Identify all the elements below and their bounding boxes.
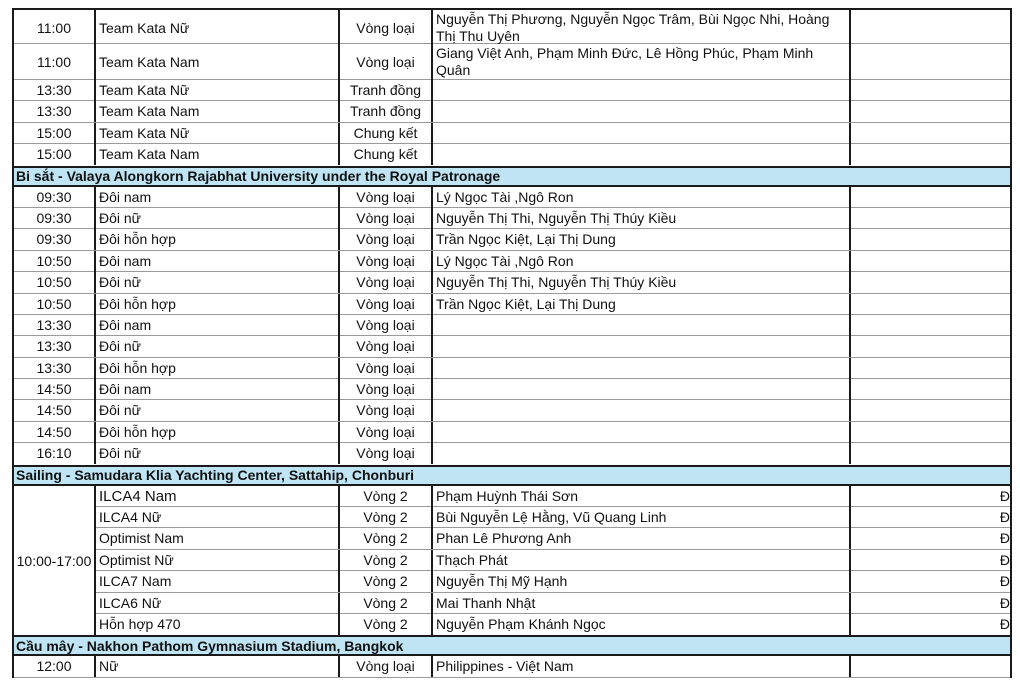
time-cell: 09:30: [14, 229, 96, 250]
athletes-cell: Phạm Huỳnh Thái Sơn: [433, 486, 851, 507]
round-cell: Vòng loại: [338, 251, 433, 272]
event-cell: Đôi nữ: [99, 445, 142, 462]
time-cell: 12:00: [14, 656, 96, 677]
time-cell: 13:30: [14, 101, 96, 122]
result-cell: [851, 101, 1010, 122]
time-cell: 11:00: [14, 10, 96, 46]
event-cell: Team Kata Nữ: [99, 19, 190, 36]
table-row: [14, 315, 1010, 336]
event-cell: Team Kata Nam: [99, 103, 200, 120]
table-row: [14, 44, 1010, 80]
time-cell: 14:50: [14, 422, 96, 443]
time-cell: 13:30: [14, 336, 96, 357]
athletes-cell: [433, 101, 851, 122]
round-cell: Vòng loại: [338, 187, 433, 208]
event-cell: Đôi nam: [99, 381, 152, 398]
result-cell: Đ: [999, 530, 1010, 547]
section-header-sailing: Sailing - Samudara Klia Yachting Center, Sattahip, Chonburi: [14, 465, 1010, 486]
event-cell: ILCA6 Nữ: [99, 594, 162, 611]
athletes-cell: Nguyễn Phạm Khánh Ngọc: [433, 614, 851, 635]
table-row: [14, 251, 1010, 272]
round-cell: Vòng loại: [338, 315, 433, 336]
round-cell: Vòng 2: [338, 614, 433, 635]
result-cell: [851, 251, 1010, 272]
table-row: [14, 294, 1010, 315]
round-cell: Vòng 2: [338, 528, 433, 549]
event-cell: Team Kata Nam: [99, 146, 200, 163]
result-cell: Đ: [999, 509, 1010, 526]
time-cell: 14:50: [14, 400, 96, 421]
event-cell: Team Kata Nữ: [99, 124, 190, 141]
result-cell: [851, 208, 1010, 229]
event-cell: Đôi hỗn hợp: [99, 423, 176, 440]
result-cell: [851, 422, 1010, 443]
result-cell: Đ: [999, 594, 1010, 611]
time-cell: 10:50: [14, 294, 96, 315]
table-row: [96, 593, 1010, 614]
table-row: [96, 507, 1010, 528]
result-cell: [851, 187, 1010, 208]
result-cell: [851, 656, 1010, 677]
round-cell: Tranh đồng: [338, 80, 433, 101]
athletes-cell: Nguyễn Thị Thi, Nguyễn Thị Thúy Kiều: [433, 272, 851, 293]
result-cell: [851, 400, 1010, 421]
round-cell: Vòng 2: [338, 593, 433, 614]
athletes-cell: [433, 400, 851, 421]
event-cell: Team Kata Nữ: [99, 82, 190, 98]
table-row: [14, 656, 1010, 677]
table-row: [96, 528, 1010, 549]
athletes-cell: [433, 379, 851, 400]
table-row: [14, 400, 1010, 421]
round-cell: Vòng 2: [338, 571, 433, 592]
table-row: [14, 208, 1010, 229]
athletes-cell: [433, 422, 851, 443]
athletes-cell: [433, 123, 851, 144]
athletes-cell: Nguyễn Thị Phương, Nguyễn Ngọc Trâm, Bùi Ngọc Nhi, Hoàng Thị Thu Uyên: [433, 10, 851, 46]
event-cell: Optimist Nữ: [99, 551, 174, 568]
athletes-cell: Trần Ngọc Kiệt, Lại Thị Dung: [433, 229, 851, 250]
athletes-cell: [433, 443, 851, 464]
schedule-table: [12, 8, 1012, 678]
table-row: [96, 571, 1010, 592]
athletes-cell: Mai Thanh Nhật: [433, 593, 851, 614]
result-cell: Đ: [999, 615, 1010, 632]
result-cell: Đ: [999, 573, 1010, 590]
event-cell: Đôi hỗn hợp: [99, 231, 176, 248]
round-cell: Vòng loại: [338, 294, 433, 315]
table-row: [14, 229, 1010, 250]
event-cell: Đôi nữ: [99, 402, 142, 419]
round-cell: Chung kết: [338, 123, 433, 144]
round-cell: Vòng loại: [338, 10, 433, 46]
table-row: [14, 443, 1010, 464]
table-row: [14, 422, 1010, 443]
time-cell: 13:30: [14, 315, 96, 336]
sailing-block: [14, 486, 1010, 636]
table-row: [14, 187, 1010, 208]
round-cell: Vòng loại: [338, 358, 433, 379]
table-row: [14, 144, 1010, 165]
time-cell: 16:10: [14, 443, 96, 464]
table-row: [96, 614, 1010, 635]
event-cell: ILCA4 Nam: [99, 487, 177, 505]
table-row: [14, 101, 1010, 122]
time-cell: 13:30: [14, 358, 96, 379]
athletes-cell: Bùi Nguyễn Lệ Hằng, Vũ Quang Linh: [433, 507, 851, 528]
result-cell: [851, 294, 1010, 315]
event-cell: Đôi nam: [99, 316, 152, 333]
table-row: [14, 379, 1010, 400]
result-cell: [851, 80, 1010, 101]
result-cell: [851, 144, 1010, 165]
time-cell: 15:00: [14, 123, 96, 144]
event-cell: Đôi hỗn hợp: [99, 359, 176, 376]
table-row: [14, 272, 1010, 293]
round-cell: Vòng 2: [338, 486, 433, 507]
sailing-rows: [96, 486, 1010, 636]
result-cell: [851, 379, 1010, 400]
athletes-cell: Nguyễn Thị Mỹ Hạnh: [433, 571, 851, 592]
round-cell: Vòng loại: [338, 422, 433, 443]
table-row: [14, 80, 1010, 101]
round-cell: Vòng loại: [338, 443, 433, 464]
table-row: [14, 336, 1010, 357]
result-cell: [851, 10, 1010, 46]
athletes-cell: Lý Ngọc Tài ,Ngô Ron: [433, 251, 851, 272]
event-cell: Đôi nữ: [99, 274, 142, 291]
time-cell: 11:00: [14, 44, 96, 80]
round-cell: Vòng loại: [338, 336, 433, 357]
result-cell: [851, 123, 1010, 144]
event-cell: Đôi nữ: [99, 338, 142, 355]
time-cell: 09:30: [14, 187, 96, 208]
result-cell: Đ: [999, 551, 1010, 568]
result-cell: [851, 358, 1010, 379]
athletes-cell: Giang Việt Anh, Phạm Minh Đức, Lê Hồng Phúc, Phạm Minh Quân: [433, 44, 851, 80]
result-cell: Đ: [999, 487, 1010, 504]
time-cell: 15:00: [14, 144, 96, 165]
time-cell: 14:50: [14, 379, 96, 400]
athletes-cell: Lý Ngọc Tài ,Ngô Ron: [433, 187, 851, 208]
round-cell: Vòng loại: [338, 208, 433, 229]
table-row: [96, 486, 1010, 507]
round-cell: Vòng loại: [338, 44, 433, 80]
time-cell: 10:00-17:00: [14, 486, 96, 636]
round-cell: Vòng loại: [338, 229, 433, 250]
round-cell: Vòng 2: [338, 550, 433, 571]
result-cell: [851, 315, 1010, 336]
round-cell: Chung kết: [338, 144, 433, 165]
athletes-cell: [433, 336, 851, 357]
event-cell: ILCA7 Nam: [99, 573, 172, 590]
event-cell: Optimist Nam: [99, 530, 184, 547]
round-cell: Vòng loại: [338, 400, 433, 421]
event-cell: Đôi nữ: [99, 209, 142, 226]
result-cell: [851, 272, 1010, 293]
event-cell: Đôi nam: [99, 188, 152, 205]
result-cell: [851, 336, 1010, 357]
athletes-cell: [433, 358, 851, 379]
time-cell: 13:30: [14, 80, 96, 101]
athletes-cell: Nguyễn Thị Thi, Nguyễn Thị Thúy Kiều: [433, 208, 851, 229]
time-cell: 09:30: [14, 208, 96, 229]
result-cell: [851, 443, 1010, 464]
athletes-cell: Phan Lê Phương Anh: [433, 528, 851, 549]
result-cell: [851, 229, 1010, 250]
time-cell: 10:50: [14, 272, 96, 293]
section-header-cau-may: Cầu mây - Nakhon Pathom Gymnasium Stadium, Bangkok: [14, 635, 1010, 656]
event-cell: Đôi hỗn hợp: [99, 295, 176, 312]
table-row: [14, 8, 1010, 44]
section-header-bi-sat: Bi sắt - Valaya Alongkorn Rajabhat University under the Royal Patronage: [14, 166, 1010, 187]
athletes-cell: [433, 144, 851, 165]
athletes-cell: Thạch Phát: [433, 550, 851, 571]
event-cell: Nữ: [99, 658, 119, 675]
event-cell: Đôi nam: [99, 252, 152, 269]
table-row: [14, 123, 1010, 144]
table-row: [14, 358, 1010, 379]
athletes-cell: [433, 80, 851, 101]
event-cell: Hỗn hợp 470: [99, 615, 181, 632]
result-cell: [851, 44, 1010, 80]
athletes-cell: Trần Ngọc Kiệt, Lại Thị Dung: [433, 294, 851, 315]
time-cell: 10:50: [14, 251, 96, 272]
round-cell: Vòng loại: [338, 379, 433, 400]
round-cell: Vòng loại: [338, 272, 433, 293]
table-row: [96, 550, 1010, 571]
athletes-cell: Philippines - Việt Nam: [433, 656, 851, 677]
event-cell: Team Kata Nam: [99, 53, 200, 70]
round-cell: Vòng loại: [338, 656, 433, 677]
round-cell: Vòng 2: [338, 507, 433, 528]
event-cell: ILCA4 Nữ: [99, 509, 162, 526]
athletes-cell: [433, 315, 851, 336]
round-cell: Tranh đồng: [338, 101, 433, 122]
